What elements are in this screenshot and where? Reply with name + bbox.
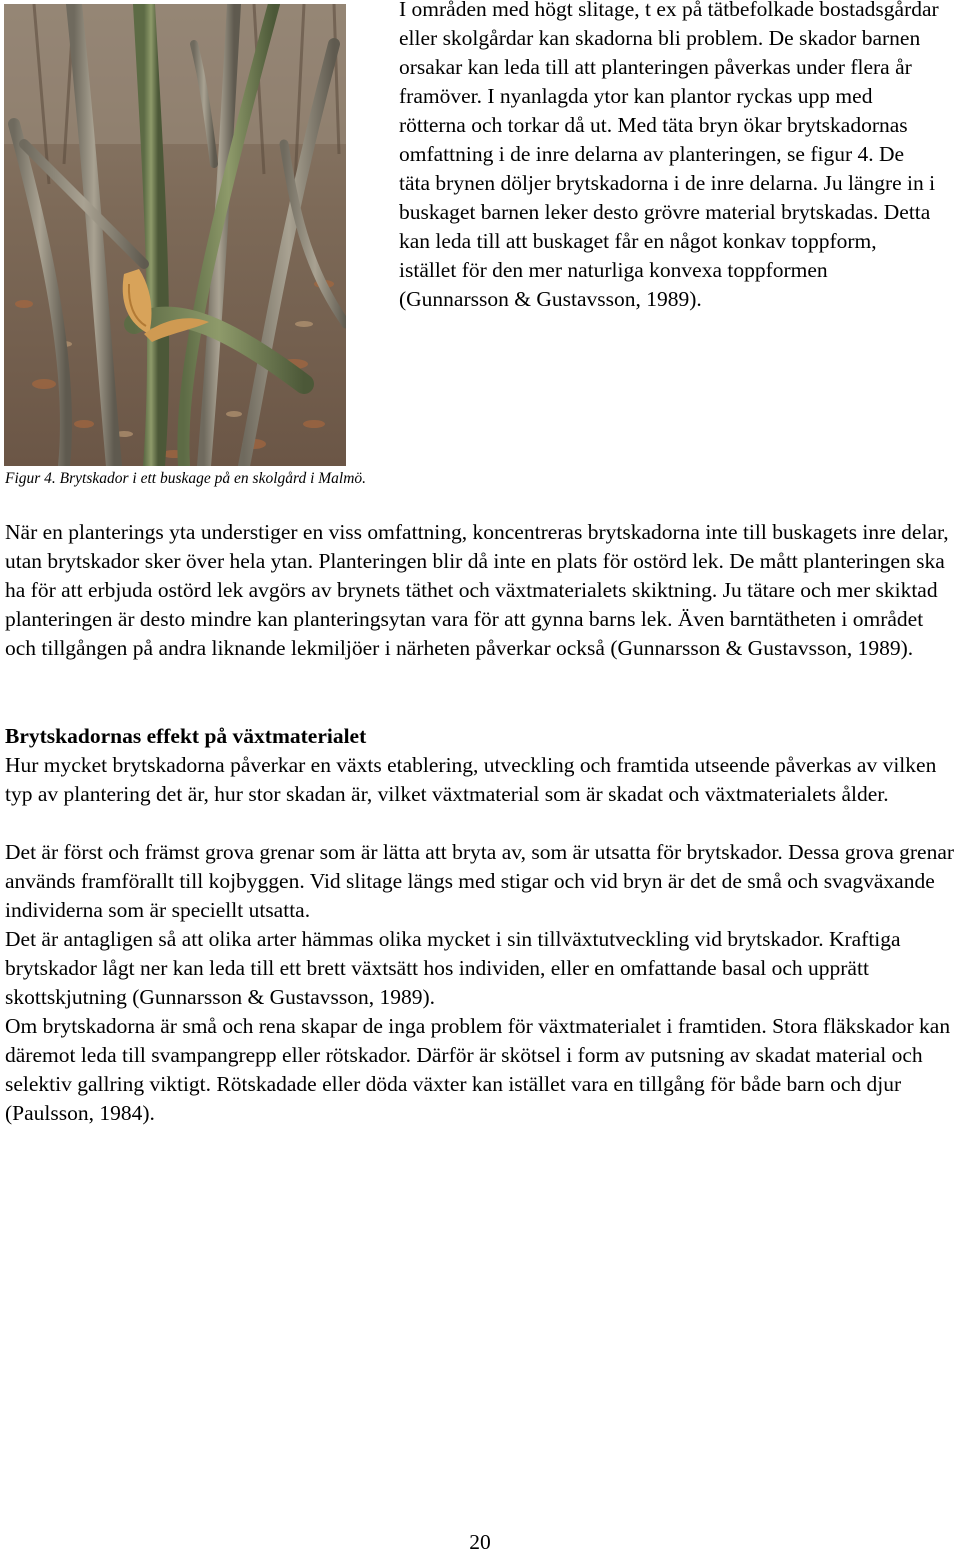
section-paragraph-4: Om brytskadorna är små och rena skapar de inga problem för växtmaterialet i framtiden. Stora fläkskador kan däremot leda till svampangrepp eller rötskador. Därför är skötsel i form av putsning av skadat material och selektiv gallring viktigt. Rötskadade eller döda växter kan istället vara en tillgång för både barn och djur (Paulsson, 1984). [5,1014,951,1125]
section-paragraph-2: Det är först och främst grova grenar som är lätta att bryta av, som är utsatta för brytskador. Dessa grova grenar används framförallt till kojbyggen. Vid slitage längs med stigar och vid bryn är det de små och svagväxande individerna som är speciellt utsatta. [5,840,955,922]
main-paragraph: När en planterings yta understiger en viss omfattning, koncentreras brytskadorna inte till buskagets inre delar, utan brytskador sker över hela ytan. Planteringen blir då inte en plats för ostörd lek. De mått planteringen ska ha för att erbjuda ostörd lek avgörs av brynets täthet och växtmaterialets skiktning. Ju tätare och mer skiktad planteringen är desto mindre kan planteringsytan vara för att gynna barns lek. Även barntätheten i området och tillgången på andra liknande lekmiljöer i närheten påverkar också (Gunnarsson & Gustavsson, 1989). [5,520,949,660]
section-paragraph-1: Hur mycket brytskadorna påverkar en växts etablering, utveckling och framtida utseende påverkas av vilken typ av plantering det är, hur stor skadan är, vilket växtmaterial som är skadat och växtmaterialets ålder. [5,753,937,806]
shrub-photo-illustration [4,4,346,466]
side-paragraph: I områden med högt slitage, t ex på tätbefolkade bostadsgårdar eller skolgårdar kan skadorna bli problem. De skador barnen orsakar kan leda till att planteringen påverkas under flera år framöver. I nyanlagda ytor kan plantor ryckas upp med rötterna och torkar då ut. Med täta bryn ökar brytskadornas omfattning i de inre delarna av planteringen, se figur 4. De täta brynen döljer brytskadorna i de inre delarna. Ju längre in i buskaget barnen leker desto grövre material brytskadas. Detta kan leda till att buskaget får en något konkav toppform, istället för den mer naturliga konvexa toppformen (Gunnarsson & Gustavsson, 1989). [399,0,939,311]
figure-photo [4,4,346,466]
figure-caption: Figur 4. Brytskador i ett buskage på en skolgård i Malmö. [5,470,367,487]
section-paragraph-3: Det är antagligen så att olika arter hämmas olika mycket i sin tillväxtutveckling vid brytskador. Kraftiga brytskador lågt ner kan leda till ett brett växtsätt hos individen, eller en omfattande basal och upprätt skottskjutning (Gunnarsson & Gustavsson, 1989). [5,927,901,1009]
page-number: 20 [469,1530,491,1554]
section-heading: Brytskadornas effekt på växtmaterialet [5,724,367,748]
